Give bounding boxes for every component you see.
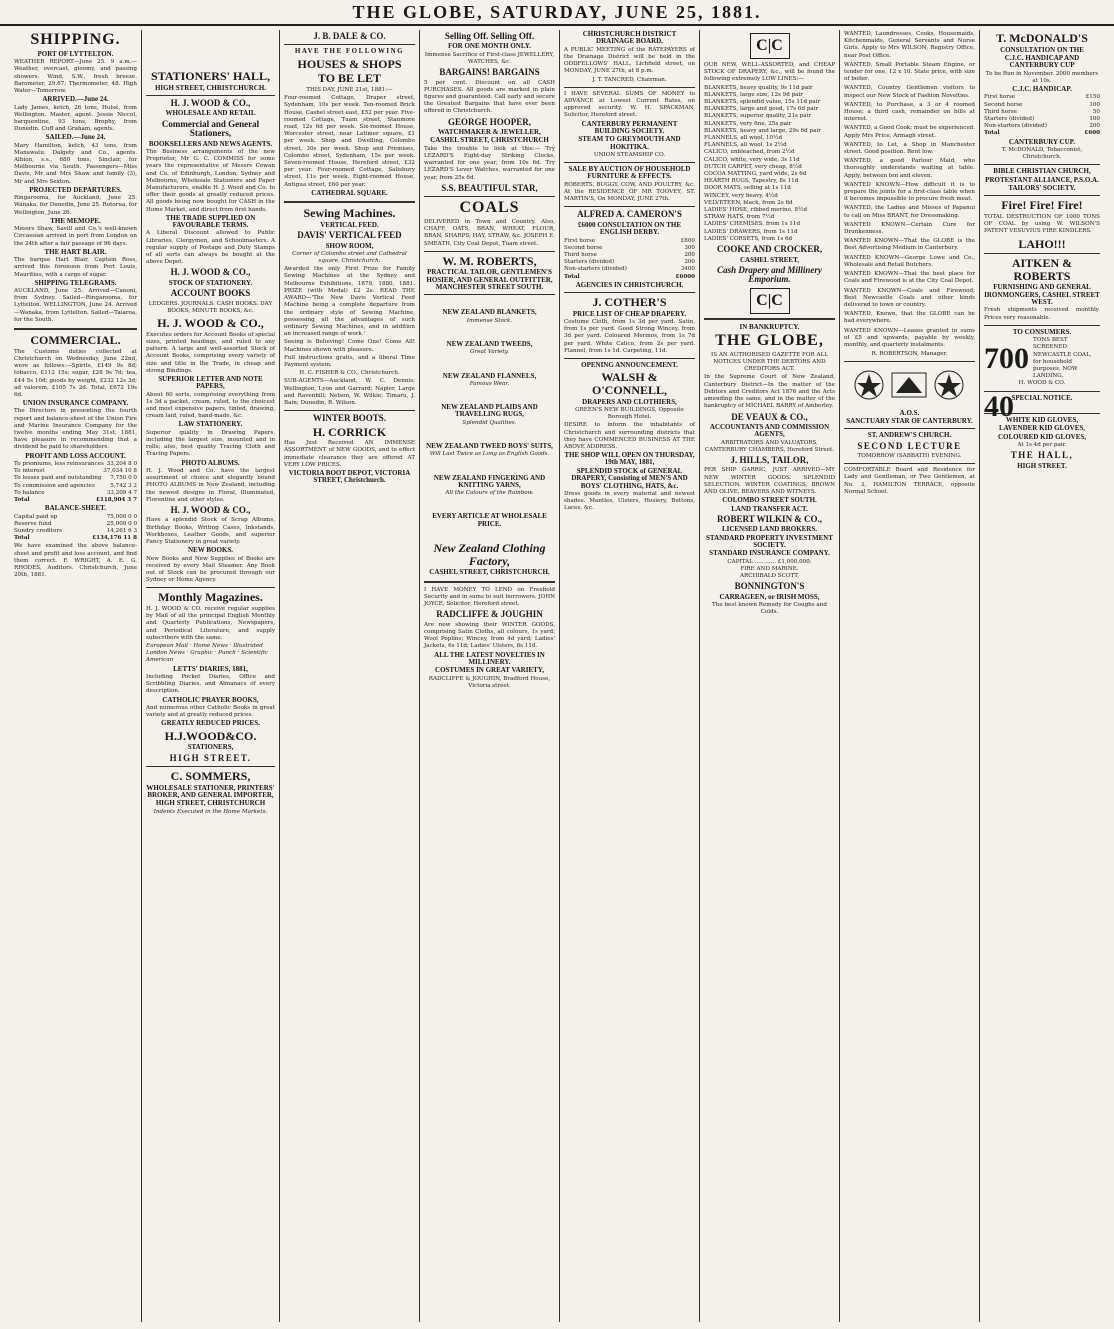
andrews-heading: ST. ANDREW'S CHURCH.	[867, 431, 952, 440]
have-following: HAVE THE FOLLOWING	[294, 47, 405, 56]
wanted-ad: WANTED KNOWN—Certain Cure for Drunkenness.	[844, 221, 975, 236]
sale-heading: SALE BY AUCTION OF HOUSEHOLD FURNITURE & EFFECTS.	[568, 165, 691, 181]
wanted-ad: WANTED, Country Gentlemen visitors to inspect our New Stock of Fashion Novelties.	[844, 85, 975, 99]
list-item: FLANNELS, all wool, 10½d	[704, 135, 783, 142]
column-selling-off	[420, 30, 560, 1322]
bankruptcy-heading: IN BANKRUPTCY.	[739, 322, 800, 331]
commercial-stationers: Commercial and General Stationers,	[161, 118, 260, 139]
sub-agents-text: SUB-AGENTS—Auckland, W. C. Dennis; Wellington, Lyon and Garrard; Napier, Large and Ravenhill; Nelson, W. Wilkie; Timaru, J. Bain; Dunedin, R. Wilson.	[284, 378, 415, 406]
costumes: COSTUMES IN GREAT VARIETY,	[435, 666, 544, 675]
table-row: Third horse 200	[564, 251, 695, 258]
agencies-heading: AGENCIES IN CHRISTCHURCH.	[575, 280, 684, 289]
table-row: Second horse 300	[564, 244, 695, 251]
letts-heading: LETTS' DIARIES, 1881,	[173, 664, 248, 673]
listings-text: Four-roomed Cottage, Draper street, Sydenham, 10s per week. Ten-roomed Brick House, Cashel street east, £52 per year. Five-roomed Cottage, Tuam street, Stanmore road, 12s 6d per week. Six-roomed House, Worcester street, near Latimer square, £1 per week. Shop and Dwelling, Colombo street, 30s per week. Shop and Premises, Colombo street, Sydenham, 15s per week. Seven-roomed House, Hereford street, £32 per year. Four-roomed Cottage, Salisbury street, 11s per week. Eight-roomed House, Antigua street, £60 per year.	[284, 95, 415, 188]
list-item: Graphic	[190, 650, 213, 657]
selling-off-sub: FOR ONE MONTH ONLY.	[447, 42, 532, 51]
table-row: Second horse 100	[984, 101, 1100, 108]
table-row: Starters (divided) 200	[564, 259, 695, 266]
table-row: To balance 33,209 4 7	[14, 489, 137, 496]
booksellers: BOOKSELLERS AND NEWS AGENTS.	[148, 139, 273, 148]
table-row: Capital paid up 75,000 0 0	[14, 513, 137, 520]
hart-text: The barque Hart Blair, Captain Ross, arrived this forenoon from Port Louis, Mauritius, with a cargo of sugar.	[14, 257, 137, 278]
wanted-ad: WANTED, to Let, a Shop in Manchester street. Good position. Rent low.	[844, 141, 975, 156]
sommers-name: C. SOMMERS,	[170, 768, 251, 783]
table-row: Total £6000	[564, 273, 695, 280]
list-item: BLANKETS, splendid value, 15s 11d pair	[704, 99, 821, 106]
special-notice: SPECIAL NOTICE.	[1011, 393, 1073, 402]
houses-heading: HOUSES & SHOPS	[297, 56, 402, 71]
photo-text: H. J. Wood and Co. have the largest assortment of choice and elegantly bound PHOTO ALBUMS in New Zealand, including the newest designs in Floral, Illuminated, Florentine and other styles.	[146, 467, 275, 503]
column-dale	[280, 30, 420, 1322]
clothing-factory: New Zealand Clothing Factory,	[433, 541, 546, 568]
cameron-sub: £6000 CONSULTATION ON THE ENGLISH DERBY.	[577, 220, 681, 237]
showroom: SHOW ROOM,	[325, 241, 374, 250]
handicap-cup: C.J.C. HANDICAP AND CANTERBURY CUP	[1004, 53, 1080, 70]
splendid-stock: SPLENDID STOCK of GENERAL DRAPERY, Consisting of MEN'S AND BOYS' CLOTHING, HATS, &c.	[571, 466, 688, 490]
cc-logo: C|C	[750, 33, 790, 59]
list-item: Scientific American	[146, 650, 268, 664]
white-kid: WHITE KID GLOVES,	[1005, 416, 1079, 425]
trade-heading: THE TRADE SUPPLIED ON FAVOURABLE TERMS.	[165, 213, 256, 230]
davis-heading: DAVIS' VERTICAL FEED	[297, 230, 402, 241]
shop-open: THE SHOP WILL OPEN ON THURSDAY, 19th MAY, 1881,	[564, 451, 695, 467]
list-item: LADIES' HOSE, ribbed merino, 8½d	[704, 207, 808, 214]
supreme-court-text: In the Supreme Court of New Zealand, Canterbury District—In the matter of the Debtors and Creditors Act 1876 and the Acts amending the same, and in the matter of the bankruptcy of MICHAEL BARRY of Amberley.	[704, 374, 835, 410]
wanted-ad: WANTED KNOWN—That the GLOBE is the Best Advertising Medium in Canterbury.	[844, 238, 975, 252]
nz-tweeds-sub: Great Variety.	[470, 349, 509, 356]
list-item: STRAW HATS, from 7½d	[704, 214, 775, 221]
drainage-heading: CHRISTCHURCH DISTRICT DRAINAGE BOARD.	[582, 30, 677, 46]
trade-text: A Liberal Discount allowed to Public Libraries, Clergymen, and Schoolmasters. A regular supply of Postage and Duty Stamps of all sorts can always be bought at the above Depot.	[146, 230, 275, 266]
stationers-label: STATIONERS,	[187, 743, 234, 752]
list-item: CALICO, unbleached, from 2½d	[704, 149, 795, 156]
wanted-ad: WANTED, Known, that the GLOBE can be had everywhere.	[844, 311, 975, 325]
wood-name-3: H. J. WOOD & CO.,	[157, 316, 264, 331]
account-books-text: Executes orders for Account Books of special sizes, printed headings, and ruled to any pattern. A large and well-assorted Stock of Account Books, comprising every variety of size and title in the Trade, in cheap and strong Bindings.	[146, 331, 275, 374]
port-heading: PORT OF LYTTELTON.	[37, 49, 114, 58]
column-mcdonald	[980, 30, 1104, 1322]
aitken-role: FURNISHING AND GENERAL IRONMONGERS, CASHEL STREET WEST.	[984, 283, 1100, 307]
comfortable-text: COMFORTABLE Board and Residence for Lady and Gentleman, or Two Gentlemen, at No. 3, HAMILTON TERRACE, opposite Normal School.	[844, 467, 975, 495]
table-row: Third horse 50	[984, 108, 1100, 115]
table-row: Sundry creditors 14,261 6 3	[14, 527, 137, 534]
monthly-heading: Monthly Magazines.	[158, 590, 263, 605]
list-item: BLANKETS, large and good, 17s 6d pair	[704, 106, 819, 113]
balance-heading: BALANCE-SHEET.	[44, 504, 107, 513]
hills-name: J. HILLS, TAILOR,	[730, 455, 809, 466]
column-drainage	[560, 30, 700, 1322]
standard-capital: CAPITAL ............ £1,000,000.	[727, 558, 812, 565]
list-item: DOOR MATS, selling at 1s 11d	[704, 185, 791, 192]
walsh-text: DESIRE to inform the inhabitants of Christchurch and surrounding districts that they have COMMENCED BUSINESS AT THE ABOVE ADDRESS.	[564, 422, 695, 450]
walsh-address: GREEN'S NEW BUILDINGS, Opposite Borough Hotel.	[575, 406, 684, 421]
carrageen: CARRAGEEN, or IRISH MOSS,	[719, 592, 820, 601]
wanted-ad: WANTED KNOWN—George Lowe and Co., Wholesale and Retail Butchers.	[844, 254, 975, 268]
list-item: Punch	[218, 650, 236, 657]
high-street: HIGH STREET.	[169, 752, 252, 763]
table-row: To losses paid and outstanding 7,750 0 0	[14, 475, 137, 482]
ledger-table	[14, 461, 137, 504]
nz-boys-suits: NEW ZEALAND TWEED BOYS' SUITS,	[426, 441, 553, 450]
forty: 40	[984, 389, 1014, 423]
scrap-text: Have a splendid Stock of Scrap Albums, Birthday Books, Writing Cases, Inkstands, Workboxes, Leather Goods, and superior Fancy Stationery in great variety.	[146, 517, 275, 545]
list-item: FLANNELS, all wool, 1s 2½d	[704, 142, 787, 149]
books-text: New Books and New Supplies of Books are received by every Mail Steamer. Any Book out of Stock can be procured through our Sydney or Home Agency.	[146, 555, 275, 584]
newspaper-columns	[10, 30, 1104, 1322]
cother-text: Costume Cloth, from 1s 3d per yard. Satin, from 1s per yard. Good Strong Wincey, from 3d per yard. Coloured Merinos, from 1s 7d per yard. White Calico, from 2s per yard. Flannel, from 1s 1d. Carpeting, 11d.	[564, 319, 695, 354]
telegrams-text: AUCKLAND, June 25. Arrived—Canoni, from Sydney. Sailed—Ringarooma, for Lyttelton. WELLINGTON, June 24. Arrived—Wanaka, from Lyttelton. Sailed—Taiaroa, for the South.	[14, 288, 137, 323]
list-item: BLANKETS, heavy quality, 9s 11d pair	[704, 84, 813, 91]
commercial-title: COMMERCIAL.	[30, 333, 121, 348]
every-article: EVERY ARTICLE AT WHOLESALE PRICE.	[432, 512, 547, 528]
factory-address: CASHEL STREET, CHRISTCHURCH.	[429, 568, 550, 577]
table-row: Reserve fund 25,000 0 0	[14, 520, 137, 527]
column-wanted	[840, 30, 980, 1322]
wanted-ad: WANTED KNOWN—That the best place for Coals and Firewood is at the City Coal Depot.	[844, 271, 975, 285]
nz-fingering: NEW ZEALAND FINGERING AND KNITTING YARNS,	[433, 473, 546, 489]
scott-sign: ARCHIBALD SCOTT,	[740, 573, 799, 580]
drapery-intro: OUR NEW, WELL-ASSORTED, and CHEAP STOCK OF DRAPERY, &c., will be found the following extremely LOW LINES:—	[704, 62, 835, 83]
seven-hundred: 700	[984, 342, 1029, 376]
nz-flannels-sub: Famous Wear.	[469, 380, 510, 387]
the-hall: THE HALL,	[1010, 450, 1074, 461]
wanted-ad: WANTED, the Ladies and Misses of Papanui to call on Miss BRANT, for Dressmaking.	[844, 205, 975, 219]
glove-price: At 1s 4d per pair.	[1017, 442, 1067, 449]
tancred-sign: J. T. TANCRED, Chairman.	[592, 76, 667, 83]
cathedral-square: CATHEDRAL SQUARE.	[311, 188, 388, 197]
table-row: Non-starters (divided) 200	[984, 123, 1100, 130]
table-row: Starters (divided) 100	[984, 115, 1100, 122]
column-drapery	[700, 30, 840, 1322]
roberts-name: W. M. ROBERTS,	[442, 253, 537, 268]
wanted-ad: WANTED KNOWN—Leases granted in sums of £5 and upwards, payable by weekly, monthly, and quarterly instalments.	[844, 327, 975, 348]
reduced-heading: GREATLY REDUCED PRICES.	[161, 719, 260, 728]
wanted-ad: WANTED, Laundresses, Cooks, Housemaids, Kitchenmaids, General Servants and Nurse Girls. Apply to Mrs WILSON, Registry Office, near Post Office.	[844, 31, 975, 59]
table-row: Non-starters (divided) 3400	[564, 266, 695, 273]
second-lecture: SECOND LECTURE	[857, 440, 962, 451]
bible-heading: BIBLE CHRISTIAN CHURCH,	[993, 167, 1091, 176]
fisher-sign: H. C. FISHER & CO., Christchurch.	[299, 370, 400, 377]
table-row: Total £600	[984, 130, 1100, 137]
hooper-address: CASHEL STREET, CHRISTCHURCH	[430, 136, 549, 145]
wanted-ad: WANTED, to Purchase, a 3 or 4 roomed House; a third cash, remainder on bills at interest.	[844, 101, 975, 123]
globe-sub: IS AN AUTHORISED GAZETTE FOR ALL NOTICES UNDER THE DEBTORS AND CREDITORS ACT.	[711, 351, 828, 373]
table-row: To commission and agencies 5,742 3 2	[14, 482, 137, 489]
handicap-sub: To be Run in November. 2000 members at 10s.	[985, 70, 1099, 84]
wanted-ad: WANTED KNOWN—Coals and Firewood; Best Newcastle Coals and other kinds delivered to town or country.	[844, 287, 975, 308]
cooke-address: CASHEL STREET,	[739, 255, 799, 264]
walsh-role: DRAPERS AND CLOTHIERS,	[582, 397, 677, 406]
wood-name: H. J. WOOD & CO.,	[170, 97, 251, 108]
nz-tweeds: NEW ZEALAND TWEEDS,	[446, 340, 533, 348]
sommers-role: WHOLESALE STATIONER, PRINTERS' BROKER, AND GENERAL IMPORTER,	[146, 783, 275, 799]
coals-text: DELIVERED in Town and Country. Also, CHAFF, OATS, BRAN, WHEAT, FLOUR, BRAN, SHARPS, HAY, STRAW, &c. JOSEPH E. SMEATH, City Coal Depot, Tuam street.	[424, 219, 555, 247]
telegrams-heading: SHIPPING TELEGRAMS.	[34, 278, 117, 287]
tailors-heading: TAILORS' SOCIETY.	[1008, 184, 1076, 193]
photo-heading: PHOTO ALBUMS.	[181, 458, 240, 467]
wanted-ad: WANTED, a good Parlour Maid, who thoroughly understands waiting at table. Apply, between ten and eleven.	[844, 158, 975, 179]
hills-text: PER SHIP GARRIC, JUST ARRIVED—MY NEW WINTER GOODS. SPLENDID SELECTION. WINTER COATINGS, BROWN AND OLIVE, BEAVERS AND WITNEYS.	[704, 467, 835, 496]
prayer-text: And numerous other Catholic Books in great variety and at greatly reduced prices.	[146, 704, 275, 719]
list-item: Home News	[193, 642, 228, 649]
sale-text: ROBERTS, BUGGY, COW, AND POULTRY, &c. At the RESIDENCE OF MR TOOVEY, ST. MARTIN'S, On MONDAY, JUNE 27th.	[564, 181, 695, 203]
memo-heading: THE MEMOPE.	[50, 216, 101, 225]
auditors-text: We have examined the above balance-sheet and profit and loss account, and find them correct. F. WRIGHT, A. E. G. RHODES, Auditors. Christchurch, June 20th, 1881.	[14, 543, 137, 579]
column-shipping	[10, 30, 142, 1322]
land-heading: LAND TRANSFER ACT.	[731, 504, 808, 513]
to-let-heading: TO BE LET	[317, 71, 382, 86]
sewing-heading: Sewing Machines.	[303, 206, 396, 221]
nz-flannels: NEW ZEALAND FLANNELS,	[442, 371, 537, 380]
globe-heading: THE GLOBE,	[715, 332, 824, 350]
opening-heading: OPENING ANNOUNCEMENT.	[581, 361, 678, 370]
list-item: LADIES' DRAWERS, from 1s 11d	[704, 228, 798, 235]
account-books-heading: ACCOUNT BOOKS	[170, 288, 251, 299]
paper-text: About 60 sorts, comprising everything from 1s 3d a packet, cream, ruled, to the choicest and most expensive papers, tinted, drawing, cream laid, ruled, hand-made, &c.	[146, 391, 275, 420]
aos-label: A.O.S.	[899, 408, 920, 417]
fire-heading: Fire! Fire! Fire!	[1001, 198, 1083, 213]
masthead: THE GLOBE, SATURDAY, JUNE 25, 1881.	[0, 0, 1114, 26]
sanctuary-heading: SANCTUARY STAR OF CANTERBURY.	[846, 416, 973, 425]
lavender-kid: LAVENDER KID GLOVES,	[998, 424, 1086, 433]
aitken-name: AITKEN & ROBERTS	[1011, 256, 1073, 283]
laho-heading: LAHO!!!	[1018, 236, 1066, 251]
nz-plaids-sub: Splendid Qualities.	[462, 419, 517, 426]
stationers-hall-heading: STATIONERS' HALL,	[151, 69, 270, 83]
projected-heading: PROJECTED DEPARTURES.	[29, 185, 122, 194]
bargains-heading: BARGAINS! BARGAINS	[439, 67, 540, 78]
wilkin-name: ROBERT WILKIN & CO.,	[716, 513, 823, 524]
books-heading: NEW BOOKS.	[188, 546, 233, 555]
list-item: LADIES' CORSETS, from 1s 6d	[704, 235, 793, 242]
seeing-text: Seeing is Believing! Come One! Come All! Machines shown with pleasure.	[284, 339, 415, 353]
radcliffe-latest: ALL THE LATEST NOVELTIES IN MILLINERY.	[434, 650, 545, 666]
money-text: I HAVE SEVERAL SUMS OF MONEY to ADVANCE at Lowest Current Rates, on approved security. W. H. SPACKMAN, Solicitor, Hereford street.	[564, 90, 695, 119]
list-item: VELVETEEN, black, from 2s 6d	[704, 199, 793, 206]
radcliffe-name: RADCLIFFE & JOUGHIN	[436, 609, 543, 620]
selling-off-heading: Selling Off. Selling Off.	[444, 31, 535, 41]
steamship-heading: S.S. BEAUTIFUL STAR,	[441, 182, 538, 193]
list-item: DUTCH CARPET, very cheap, 8½d	[704, 163, 802, 170]
account-books-list: LEDGERS. JOURNALS. CASH BOOKS. DAY BOOKS, MINUTE BOOKS, &c.	[148, 300, 273, 314]
nz-fingering-sub: All the Colours of the Rainbow.	[445, 490, 534, 497]
memo-text: Messrs Shaw, Savill and Co.'s well-known Circassian arrived in port from London on the 24th after a fair passage of 96 days.	[14, 226, 137, 247]
stock-heading: STOCK OF STATIONERY.	[168, 278, 253, 287]
wanted-ad: WANTED, Small Portable Steam Engine, or tender for one, 12 x 10. State price, with size of boiler.	[844, 61, 975, 83]
listing-date: THIS DAY, JUNE 21st, 1881:—	[306, 86, 393, 93]
davis-address: Corner of Colombo street and Cathedral square, Christchurch.	[292, 250, 407, 265]
colombo-south: COLOMBO STREET SOUTH.	[722, 496, 817, 505]
table-row: First horse £800	[564, 237, 695, 244]
sommers-footer: Indents Executed in the Home Markets.	[153, 808, 268, 815]
wood-coal-sign: H. WOOD & CO.	[1018, 380, 1066, 387]
standard-society: STANDARD PROPERTY INVESTMENT SOCIETY.	[706, 533, 833, 550]
roberts-role: PRACTICAL TAILOR, GENTLEMEN'S HOSIER, AND GENERAL OUTFITTER, MANCHESTER STREET SOUTH.	[426, 268, 553, 292]
cooke-name: COOKE AND CROCKER,	[716, 244, 823, 255]
second-lecture-text: TOMORROW (SABBATH) EVENING.	[857, 453, 962, 459]
drapery-list	[704, 85, 835, 243]
mcdonald-sign: T. McDONALD, Tobacconist, Christchurch.	[1001, 146, 1083, 161]
list-item: BLANKETS, large size, 12s 9d pair	[704, 91, 803, 98]
periodicals-list: European Mail · Home News · Illustrated London News · Graphic · Punch · Scientific American	[146, 642, 268, 664]
shipping-title: SHIPPING.	[30, 31, 121, 48]
hooper-name: GEORGE HOOPER,	[447, 116, 531, 127]
column-stationers	[142, 30, 280, 1322]
weather-report: WEATHER REPORT—June 25. 9 a.m.—Weather, overcast, gloomy, and passing showers. Wind, S.W., fresh breeze. Barometer, 29.67; Thermometer, 48. High Water—Tomorrow.	[14, 59, 137, 94]
jewellery-text: Immense Sacrifice of First-class JEWELLERY, WATCHES, &c.	[424, 51, 555, 65]
bonnington-name: BONNINGTON'S	[734, 581, 805, 592]
union-heading: UNION INSURANCE COMPANY.	[22, 399, 129, 408]
cup-heading: CANTERBURY CUP.	[1008, 137, 1076, 146]
nz-boys-sub: Will Last Twice as Long as English Goods.	[429, 451, 550, 458]
sailed-text: Mary Hamilton, ketch, 43 tons, from Manawatu. Dalgety and Co., agents. Albion, s.s., 680 tons, Sinclair, for Melbourne via South. Passengers—Miss Davis, Mr and Mrs Shaw and family (3), Mr and Mrs Sexton.	[14, 142, 137, 185]
list-item: BLANKETS, superior quality, 21s pair	[704, 113, 812, 120]
stationers-address: HIGH STREET, CHRISTCHURCH.	[154, 83, 267, 92]
list-item: Illustrated London News	[146, 642, 263, 657]
consumers-heading: TO CONSUMERS.	[1012, 327, 1072, 336]
list-item: European Mail	[146, 642, 188, 649]
wanted-ad: WANTED KNOWN—How difficult it is to prepare the joints for a first-class table when it becomes impossible to procure fresh meat.	[844, 181, 975, 203]
drainage-text: A PUBLIC MEETING of the RATEPAYERS of the Drainage District will be held in the ODDFELLOWS' HALL, Lichfield street, on MONDAY, JUNE 27th, at 8 p.m.	[564, 46, 695, 75]
list-item: BLANKETS, heavy and large, 29s 6d pair	[704, 127, 821, 134]
consultation: CONSULTATION ON THE	[1000, 45, 1084, 54]
monthly-text: H. J. WOOD & CO. receive regular supplies by Mail of all the principal English Monthly and Quarterly Publications, Newspapers, and Periodical Literature, and supply subscribers with the same.	[146, 605, 275, 641]
standard-insurance: STANDARD INSURANCE COMPANY.	[709, 549, 830, 558]
nz-blankets-sub: Immense Stock.	[466, 317, 513, 324]
cother-name: J. COTHER'S	[592, 295, 667, 310]
assets-table	[14, 514, 137, 543]
list-item: BLANKETS, very fine, 25s pair	[704, 120, 792, 127]
wood-role: WHOLESALE AND RETAIL	[165, 109, 256, 118]
radcliffe-address: RADCLIFFE & JOUGHIN, Bradford House, Victoria street.	[428, 675, 551, 689]
table-row: To premiums, less reinsurances 33,204 8 0	[14, 461, 137, 468]
deveaux-name: DE VEAUX & CO.,	[731, 411, 808, 422]
permanent-heading: CANTERBURY PERMANENT BUILDING SOCIETY.	[581, 119, 678, 135]
corrick-heading: H. CORRICK	[312, 424, 387, 439]
hooper-role: WATCHMAKER & JEWELLER,	[438, 128, 541, 137]
list-item: CALICO, white, very wide, 3s 11d	[704, 156, 800, 163]
wood-name-2: H. J. WOOD & CO.,	[170, 267, 251, 278]
projected-text: Ringarooma, for Auckland, June 25. Wanaka, for Dunedin, June 25. Rotorua, for Wellington, June 26.	[14, 195, 137, 216]
table-row: Total £134,176 11 8	[14, 535, 137, 542]
mcdonald-heading: T. McDONALD'S	[996, 31, 1088, 45]
fire-marine: FIRE AND MARINE.	[740, 565, 799, 572]
joyce-text: I HAVE MONEY TO LEND on Freehold Security and in sums to suit borrowers. JOHN JOYCE, Solicitor, Hereford street.	[424, 586, 555, 608]
deveaux-role: ACCOUNTANTS AND COMMISSION AGENTS,	[709, 422, 830, 439]
wood-bottom: H.J.WOOD&CO.	[164, 728, 257, 743]
table-row: First horse £150	[984, 94, 1100, 101]
vertical-feed: VERTICAL FEED.	[320, 220, 379, 229]
emporium: Cash Drapery and Millinery Emporium.	[717, 264, 822, 285]
arrived-text: Lady James, ketch, 26 tons, Hulsé, from Wellington. Master, agent. Jessie Niccol, barquentine, 93 tons, Brophy, from Dunedin. Cuff and Graham, agents.	[14, 104, 137, 133]
union-steam: UNION STEAMSHIP CO.	[593, 151, 666, 158]
davis-text: Awarded the only First Prize for Family Sewing Machines at the Sydney and Melbourne Exhibitions, 1879, 1880, 1881. PRIZE (with Medal) £2 2s. READ THE AWARD—'The New Davis Vertical Feed Machine being a complete departure from the ordinary style of Sewing Machine, possessing all the advantages of such ordinary Sewing Machines, and in addition an increased range of work.'	[284, 266, 415, 338]
cameron-heading: ALFRED A. CAMERON'S	[577, 209, 682, 220]
wilkin-role: LICENSED LAND BROKERS.	[721, 525, 818, 534]
business-text: The Business arrangements of the new Proprietor, Mr G. C. COMMISS for some years the representative of Messrs Cowan and Co. of Edinburgh, London, Sydney and Melbourne, Wholesale Stationers and Paper Manufacturers, enable H. J. Wood and Co. to offer their goods at greatly reduced prices. All goods being now bought for CASH in the Home Market, and direct from first hands.	[146, 148, 275, 213]
arrived-heading: ARRIVED.—June 24.	[42, 95, 109, 104]
fire-text: TOTAL DESTRUCTION OF 1000 TONS OF COAL by using W. WILSON'S PATENT VESUVIUS FIRE KINDLERS.	[984, 213, 1100, 235]
coloured-kid: COLOURED KID GLOVES,	[997, 432, 1087, 441]
terms-text: Full instructions gratis, and a liberal Time Payment system.	[284, 354, 415, 368]
nz-blankets: NEW ZEALAND BLANKETS,	[442, 308, 537, 317]
commercial-text: The Customs duties collected at Christchurch on Wednesday, June 22nd, were as follows:—Spirits, £149 9s 8d; tobacco, £112 15s; sugar, £28 9s 7d; tea, £44 5s 10d; goods by weight, £232 12s 3d; ad valorem, £105 7s 2d. Total, £672 19s 6d.	[14, 348, 137, 398]
deveaux-address: ARBITRATORS AND VALUATORS, CANTERBURY CHAMBERS, Hereford Street.	[704, 439, 835, 453]
nz-plaids: NEW ZEALAND PLAIDS AND TRAVELLING RUGS,	[441, 403, 538, 419]
cc-logo-2: C|C	[750, 288, 790, 314]
prizes-table	[564, 238, 695, 281]
cother-sub: PRICE LIST OF CHEAP DRAPERY.	[572, 309, 687, 318]
lezard-text: Take the trouble to look at this:— Try LEZARD'S Eight-day Striking Clocks, warranted for one year, from 10s 6d. Try LEZARD'S Lever Watches, warranted for one year, from 25s 6d.	[424, 145, 555, 181]
robertson-sign: R. ROBERTSON, Manager.	[871, 351, 948, 358]
list-item: LADIES' CHEMISES, from 1s 11d	[704, 221, 801, 228]
paper-heading: SUPERIOR LETTER AND NOTE PAPERS,	[158, 374, 263, 391]
prayer-heading: CATHOLIC PRAYER BOOKS,	[162, 695, 259, 704]
wood-name-4: H. J. WOOD & CO.,	[170, 504, 251, 515]
list-item: HEARTH RUGS, Tapestry, 8s 11d	[704, 178, 799, 185]
sailed-heading: SAILED.—June 24.	[45, 133, 106, 142]
union-text: The Directors in presenting the fourth report and balance-sheet of the Union Fire and Marine Insurance Company for the twelve months ending May 31st, 1881, have pleasure in recommending that a dividend be paid to shareholders.	[14, 408, 137, 451]
radcliffe-text: Are now showing their WINTER GOODS, comprising Satin Cloths, all colours, 1s yard; Wool Poplins; Wincey, from 4d yard; Ladies' Jackets, 6s 11d; Ladies' Ulsters, 8s 11d.	[424, 621, 555, 650]
handicap-heading: C.J.C. HANDICAP.	[1012, 85, 1072, 94]
winter-boots-heading: WINTER BOOTS.	[312, 413, 387, 424]
ledger-heading: PROFIT AND LOSS ACCOUNT.	[25, 451, 126, 460]
aos-emblem-icon	[844, 365, 974, 405]
steam-heading: STEAM TO GREYMOUTH AND HOKITIKA.	[578, 135, 681, 151]
law-text: Superior quality in Drawing Papers, including the largest size, mounted and in rolls; also, best quality Tracing Cloth and Tracing Papers.	[146, 429, 275, 458]
list-item: WINCEY, very heavy, 4½d	[704, 192, 778, 199]
table-row: Total £118,904 3 7	[14, 497, 137, 504]
victoria-address: VICTORIA BOOT DEPOT, VICTORIA STREET, Christchurch.	[288, 468, 411, 485]
letts-text: Including Pocket Diaries, Office and Scribbling Diaries, and Almanacs of every description.	[146, 673, 275, 695]
aitken-text: Fresh shipments received monthly. Prices very reasonable.	[984, 307, 1100, 321]
hall-address: HIGH STREET.	[1017, 461, 1067, 470]
handicap-table	[984, 94, 1100, 137]
corrick-text: Has Just Received AN IMMENSE ASSORTMENT of NEW GOODS, and to effect immediate clearance they are offered AT VERY LOW PRICES.	[284, 440, 415, 468]
list-item: COCOA MATTING, yard wide, 2s 6d	[704, 171, 807, 178]
sommers-address: HIGH STREET, CHRISTCHURCH	[155, 799, 266, 808]
dress-text: Dress goods in every material and newest shades. Mantles, Ulsters, Hosiery, Buttons, Laces, &c.	[564, 490, 695, 512]
carrageen-text: The best known Remedy for Coughs and Colds.	[712, 602, 827, 616]
table-row: To interest 37,034 10 8	[14, 468, 137, 475]
dale-name: J. B. DALE & CO.	[313, 31, 386, 41]
coals-heading: COALS	[459, 199, 520, 217]
law-heading: LAW STATIONERY.	[178, 420, 243, 429]
wanted-ad: WANTED, a Good Cook; must be experienced. Apply Mrs Price, Armagh street.	[844, 125, 975, 139]
walsh-name: WALSH & O'CONNELL,	[591, 370, 667, 397]
bargains-text: 5 per cent. Discount on all CASH PURCHASES. All goods are marked in plain figures and guaranteed. Call early and secure the Greatest Bargains that have ever been offered in Christchurch.	[424, 79, 555, 115]
alliance-heading: PROTESTANT ALLIANCE, P.S.O.A.	[985, 175, 1099, 184]
hart-heading: THE HART BLAIR.	[44, 247, 107, 256]
coal-text: TONS BEST SCREENED NEWCASTLE COAL, for household purposes, NOW LANDING.	[1033, 337, 1092, 380]
coal-notice	[984, 337, 1100, 380]
